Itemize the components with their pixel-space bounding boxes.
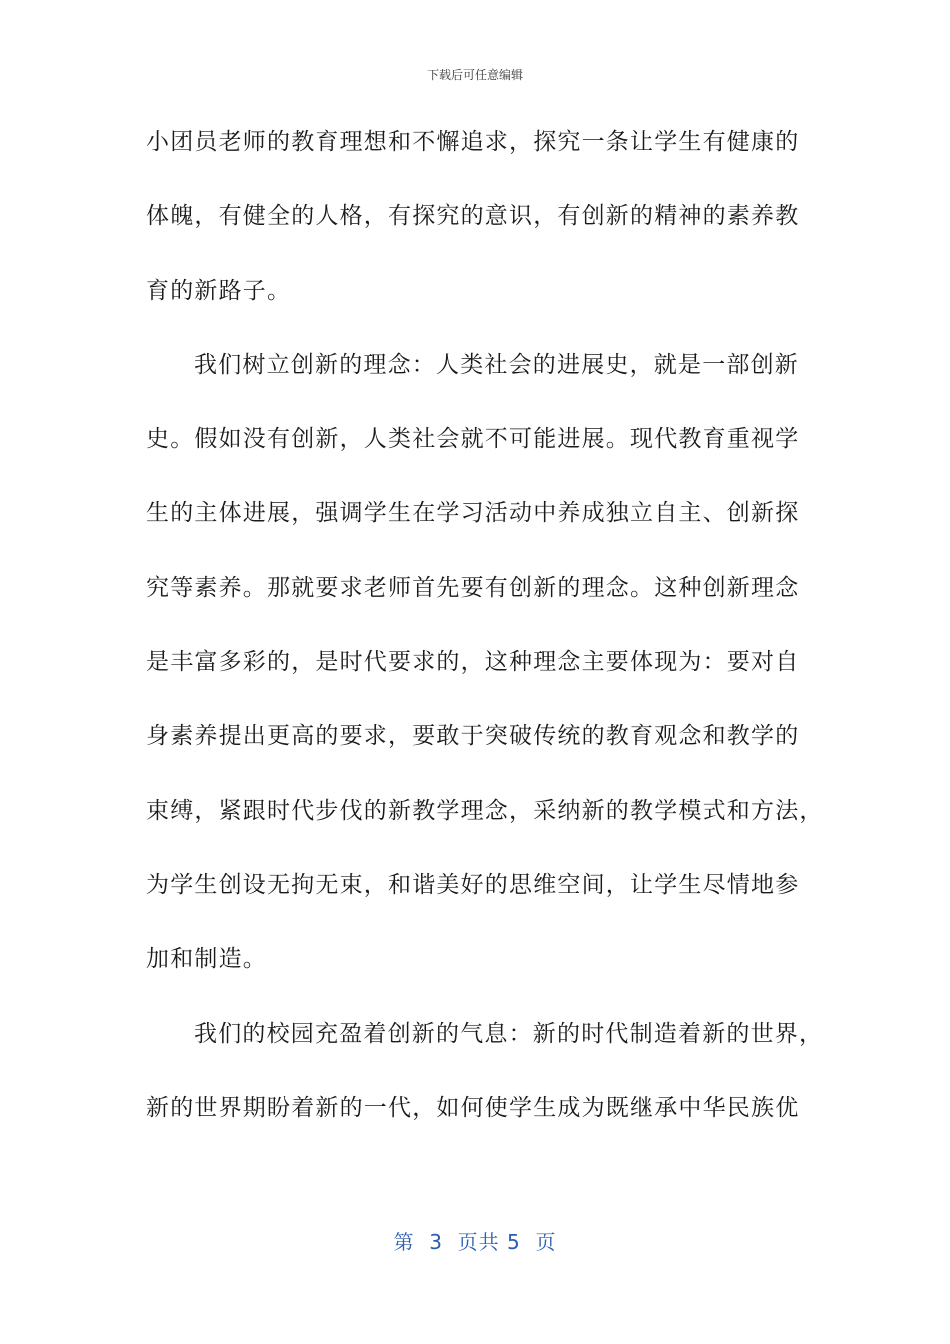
- page-header: 下载后可任意编辑: [426, 68, 523, 82]
- text-line: 束缚，紧跟时代步伐的新教学理念，采纳新的教学模式和方法，: [146, 797, 824, 824]
- text-line: 加和制造。: [146, 946, 267, 973]
- text-line: 究等素养。那就要求老师首先要有创新的理念。这种创新理念: [146, 574, 800, 601]
- text-line: 是丰富多彩的，是时代要求的，这种理念主要体现为：要对自: [146, 649, 800, 676]
- text-line: 新的世界期盼着新的一代，如何使学生成为既继承中华民族优: [146, 1094, 800, 1121]
- text-line: 为学生创设无拘无束，和谐美好的思维空间，让学生尽情地参: [146, 871, 800, 898]
- page-number-footer: 第 3 页共 5 页: [393, 1230, 557, 1254]
- text-line: 身素养提出更高的要求，要敢于突破传统的教育观念和教学的: [146, 723, 800, 750]
- document-body: [146, 122, 824, 1162]
- text-line: 育的新路子。: [146, 277, 292, 304]
- text-line: 小团员老师的教育理想和不懈追求，探究一条让学生有健康的: [146, 129, 800, 155]
- text-line: 生的主体进展，强调学生在学习活动中养成独立自主、创新探: [146, 500, 800, 527]
- text-line: 体魄，有健全的人格，有探究的意识，有创新的精神的素养教: [146, 203, 800, 230]
- text-line: 史。假如没有创新，人类社会就不可能进展。现代教育重视学: [146, 426, 800, 453]
- paragraph-start-line: 我们的校园充盈着创新的气息：新的时代制造着新的世界，: [194, 1020, 824, 1047]
- paragraph-start-line: 我们树立创新的理念：人类社会的进展史，就是一部创新: [194, 351, 799, 378]
